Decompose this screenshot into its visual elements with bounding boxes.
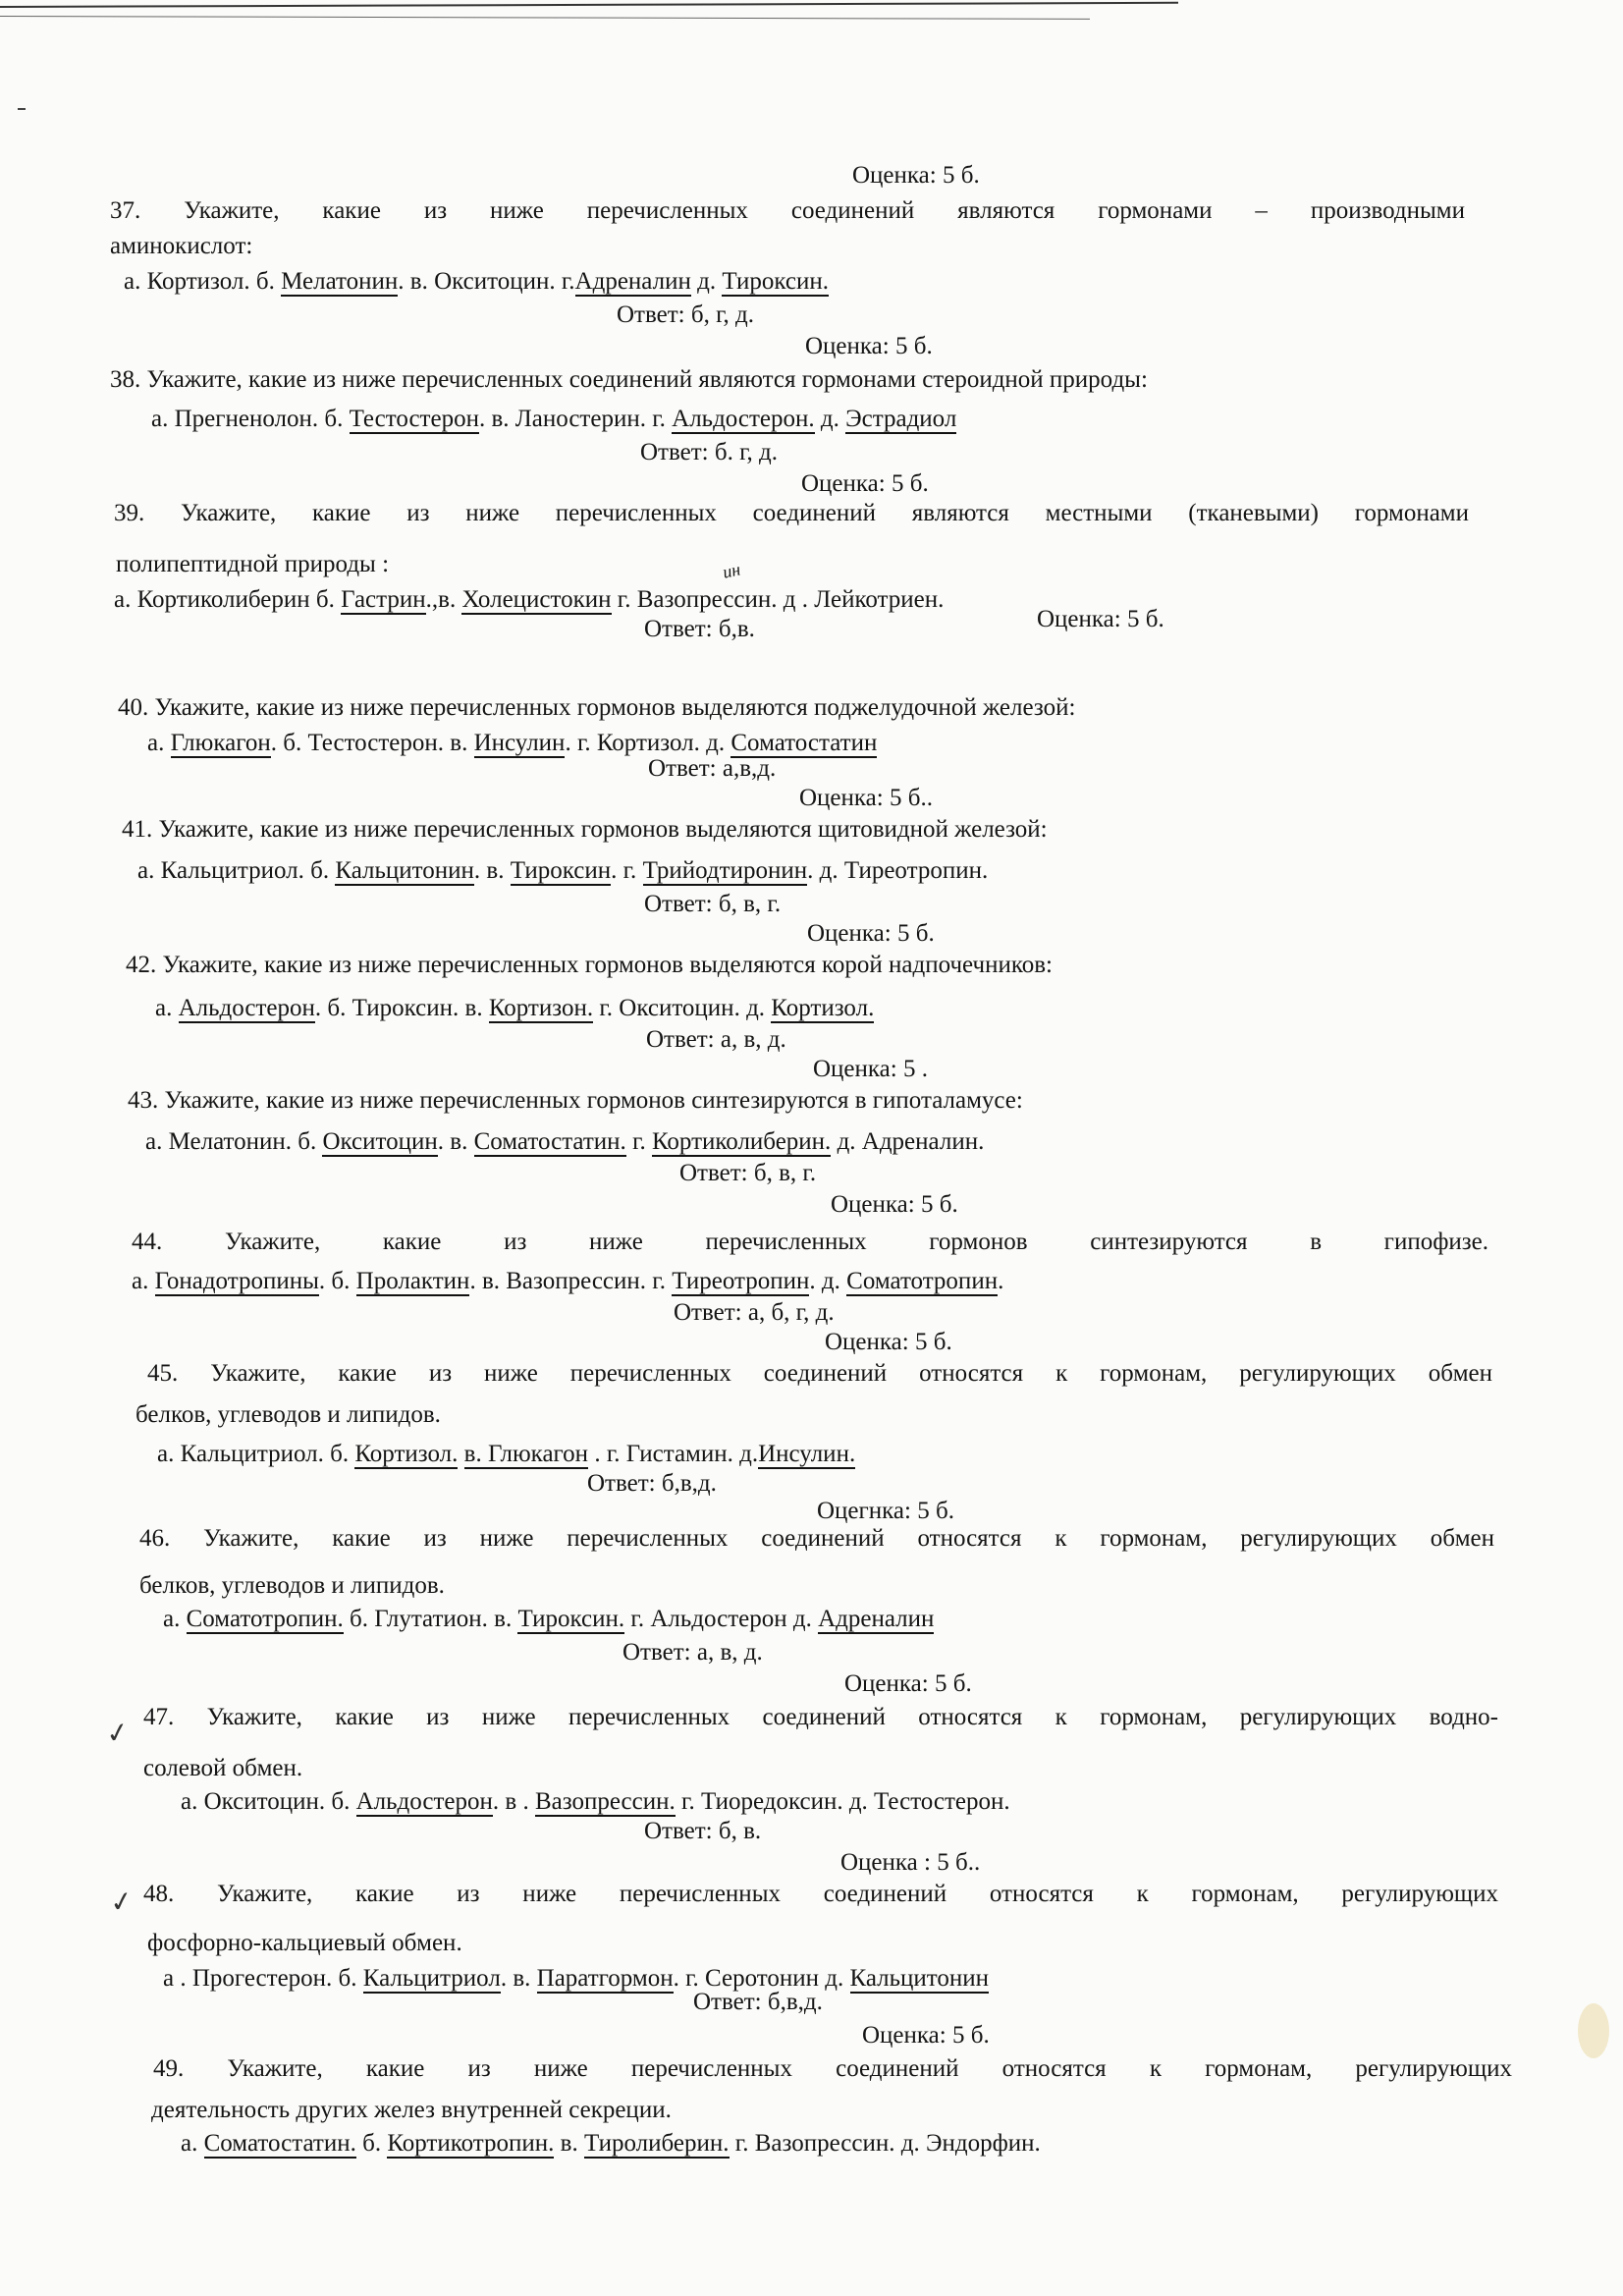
q47-options: а. Окситоцин. б. Альдостерон. в . Вазопрессин. г. Тиоредоксин. д. Тестостерон. bbox=[181, 1788, 1010, 1815]
q40-text-line1: 40. Укажите, какие из ниже перечисленных гормонов выделяются поджелудочной железой: bbox=[118, 694, 1076, 721]
q37-text-line1: 37. Укажите, какие из ниже перечисленных соединений являются гормонами – производными bbox=[110, 197, 1466, 224]
q47-score: Оценка : 5 б.. bbox=[840, 1849, 981, 1876]
q37-text-line2: аминокислот: bbox=[110, 233, 253, 259]
q38-text-line1: 38. Укажите, какие из ниже перечисленных соединений являются гормонами стероидной природы: bbox=[110, 366, 1148, 393]
q42-text-line1: 42. Укажите, какие из ниже перечисленных гормонов выделяются корой надпочечников: bbox=[126, 952, 1053, 978]
q36-score: Оценка: 5 б. bbox=[852, 162, 980, 189]
q38-score: Оценка: 5 б. bbox=[801, 470, 929, 497]
q48-score: Оценка: 5 б. bbox=[862, 2022, 990, 2049]
q41-text-line1: 41. Укажите, какие из ниже перечисленных гормонов выделяются щитовидной железой: bbox=[122, 816, 1048, 843]
paper-stain bbox=[1578, 2003, 1609, 2058]
scan-edge-line bbox=[0, 2, 1178, 8]
q44-answer: Ответ: а, б, г, д. bbox=[674, 1299, 835, 1326]
check-mark-icon: ✓ bbox=[103, 1715, 133, 1751]
scan-edge-line-2 bbox=[0, 16, 1090, 20]
q48-options: а . Прогестерон. б. Кальцитриол. в. Паратгормон. г. Серотонин д. Кальцитонин bbox=[163, 1965, 990, 1992]
q41-answer: Ответ: б, в, г. bbox=[644, 891, 782, 917]
q49-text-line1: 49. Укажите, какие из ниже перечисленных соединений относятся к гормонам, регулирующих bbox=[153, 2055, 1512, 2082]
q48-text-line1: 48. Укажите, какие из ниже перечисленных соединений относятся к гормонам, регулирующих bbox=[143, 1881, 1499, 1907]
q46-text-line2: белков, углеводов и липидов. bbox=[139, 1572, 445, 1599]
q45-text-line1: 45. Укажите, какие из ниже перечисленных соединений относятся к гормонам, регулирующих обмен bbox=[147, 1360, 1492, 1387]
q49-options: а. Соматостатин. б. Кортикотропин. в. Тиролиберин. г. Вазопрессин. д. Эндорфин. bbox=[181, 2130, 1041, 2157]
q43-answer: Ответ: б, в, г. bbox=[679, 1160, 817, 1186]
q41-score: Оценка: 5 б. bbox=[807, 920, 935, 947]
q44-score: Оценка: 5 б. bbox=[825, 1329, 952, 1355]
q38-options: а. Прегненолон. б. Тестостерон. в. Ланостерин. г. Альдостерон. д. Эстрадиол bbox=[151, 406, 957, 432]
q39-text-line2: полипептидной природы : bbox=[116, 551, 390, 577]
q47-text-line1: 47. Укажите, какие из ниже перечисленных соединений относятся к гормонам, регулирующих водно- bbox=[143, 1704, 1499, 1730]
q38-answer: Ответ: б. г, д. bbox=[640, 439, 778, 465]
q45-text-line2: белков, углеводов и липидов. bbox=[135, 1401, 441, 1428]
q45-options: а. Кальцитриол. б. Кортизол. в. Глюкагон . г. Гистамин. д.Инсулин. bbox=[157, 1441, 856, 1467]
q42-answer: Ответ: а, в, д. bbox=[646, 1026, 786, 1053]
q44-text-line1: 44. Укажите, какие из ниже перечисленных гормонов синтезируются в гипофизе. bbox=[132, 1229, 1488, 1255]
q37-options: а. Кортизол. б. Мелатонин. в. Окситоцин. г.Адреналин д. Тироксин. bbox=[124, 268, 829, 295]
q40-answer: Ответ: а,в,д. bbox=[648, 755, 777, 782]
q48-text-line2: фосфорно-кальциевый обмен. bbox=[147, 1930, 462, 1956]
scan-speck bbox=[18, 108, 26, 110]
q39-handwritten-note: ин bbox=[721, 559, 742, 582]
q39-options: а. Кортиколиберин б. Гастрин.,в. Холецистокин г. Вазопрессин. д . Лейкотриен. bbox=[114, 586, 945, 613]
q46-options: а. Соматотропин. б. Глутатион. в. Тироксин. г. Альдостерон д. Адреналин bbox=[163, 1606, 935, 1632]
q46-answer: Ответ: а, в, д. bbox=[622, 1639, 763, 1666]
q39-text-line1: 39. Укажите, какие из ниже перечисленных соединений являются местными (тканевыми) гормонами bbox=[114, 500, 1469, 526]
q46-text-line1: 46. Укажите, какие из ниже перечисленных соединений относятся к гормонам, регулирующих обмен bbox=[139, 1525, 1494, 1552]
q37-answer: Ответ: б, г, д. bbox=[617, 301, 754, 328]
q40-score: Оценка: 5 б.. bbox=[799, 785, 933, 811]
q49-text-line2: деятельность других желез внутренней секреции. bbox=[151, 2097, 672, 2123]
q42-score: Оценка: 5 . bbox=[813, 1056, 928, 1082]
q42-options: а. Альдостерон. б. Тироксин. в. Кортизон. г. Окситоцин. д. Кортизол. bbox=[155, 995, 875, 1021]
q47-answer: Ответ: б, в. bbox=[644, 1818, 762, 1844]
q43-options: а. Мелатонин. б. Окситоцин. в. Соматостатин. г. Кортиколиберин. д. Адреналин. bbox=[145, 1128, 985, 1155]
q45-answer: Ответ: б,в,д. bbox=[587, 1470, 717, 1497]
q39-answer: Ответ: б,в. bbox=[644, 616, 755, 642]
q43-score: Оценка: 5 б. bbox=[831, 1191, 958, 1218]
q43-text-line1: 43. Укажите, какие из ниже перечисленных гормонов синтезируются в гипоталамусе: bbox=[128, 1087, 1023, 1114]
check-mark-icon: ✓ bbox=[107, 1884, 136, 1920]
q44-options: а. Гонадотропины. б. Пролактин. в. Вазопрессин. г. Тиреотропин. д. Соматотропин. bbox=[132, 1268, 1004, 1294]
q37-score: Оценка: 5 б. bbox=[805, 333, 933, 359]
q45-score: Оцегнка: 5 б. bbox=[817, 1498, 954, 1524]
q40-options: а. Глюкагон. б. Тестостерон. в. Инсулин. г. Кортизол. д. Соматостатин bbox=[147, 730, 878, 756]
q39-score: Оценка: 5 б. bbox=[1037, 606, 1164, 632]
q48-answer: Ответ: б,в,д. bbox=[693, 1989, 823, 2015]
q46-score: Оценка: 5 б. bbox=[844, 1670, 972, 1697]
q41-options: а. Кальцитриол. б. Кальцитонин. в. Тироксин. г. Трийодтиронин. д. Тиреотропин. bbox=[137, 857, 989, 884]
q47-text-line2: солевой обмен. bbox=[143, 1755, 303, 1781]
